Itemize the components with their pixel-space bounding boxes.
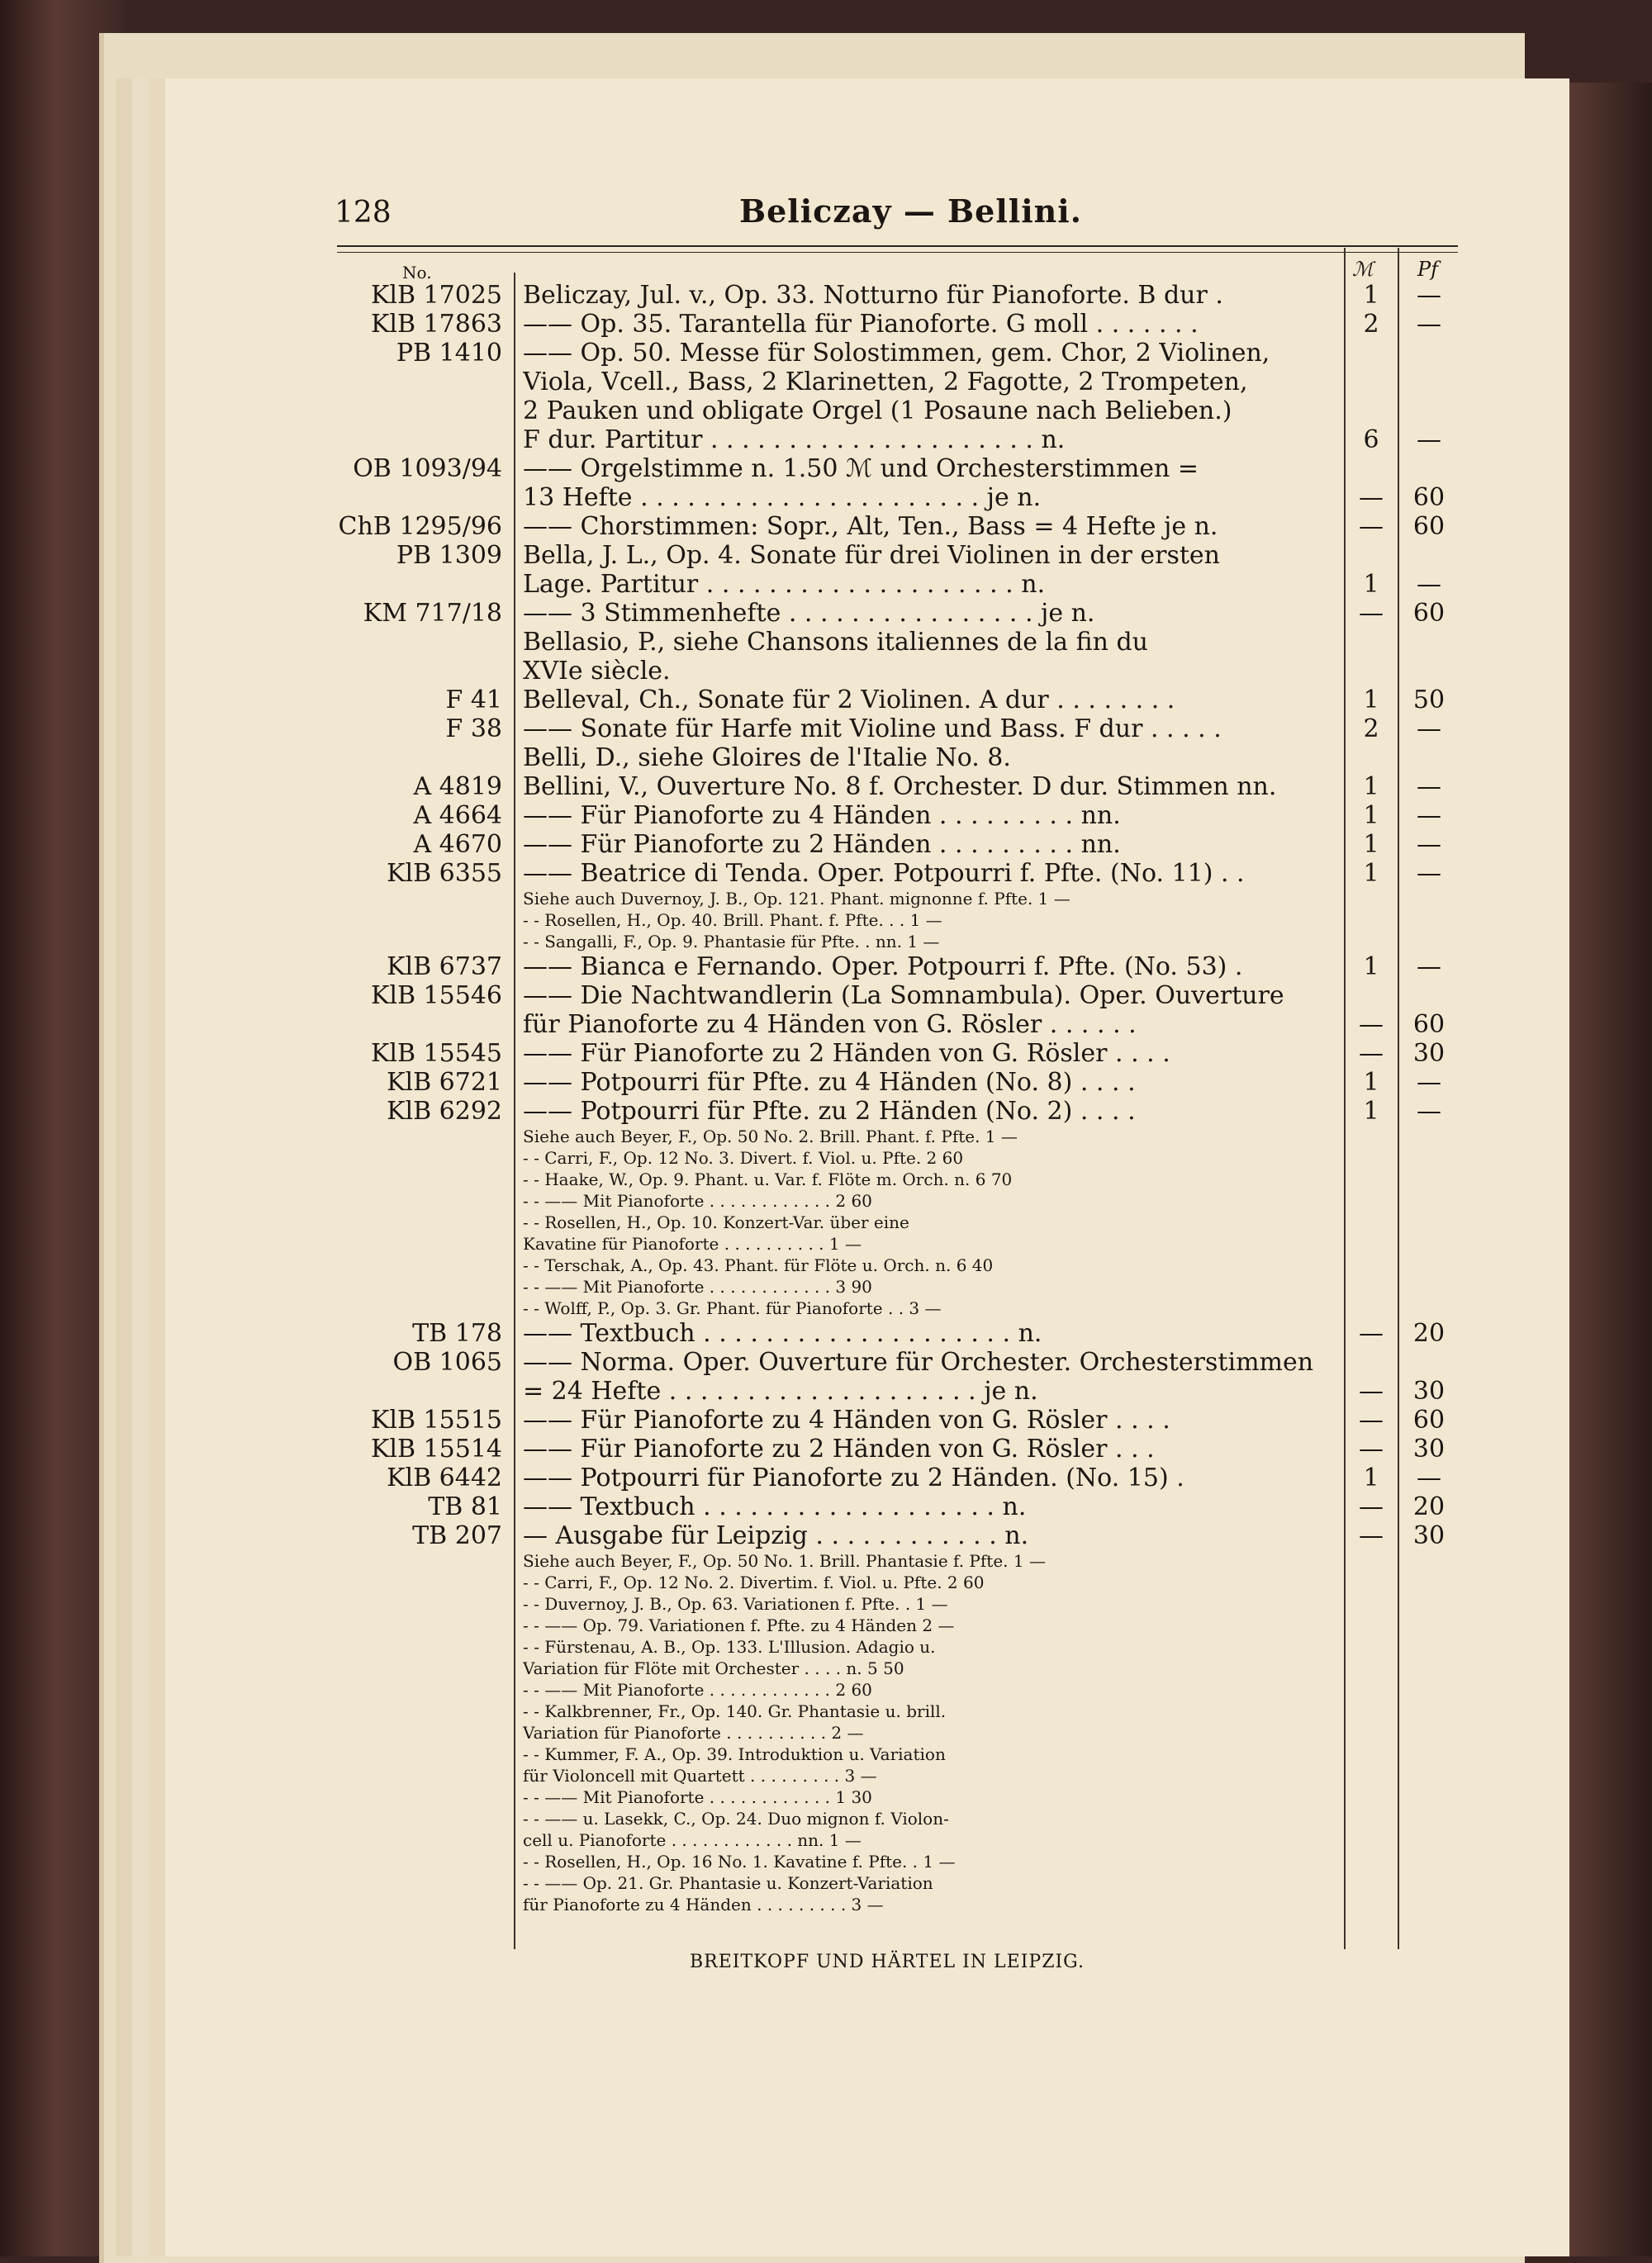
entry-line: Lage. Partitur . . . . . . . . . . . . . . . . . . . . n. [523, 570, 1046, 599]
entry-line: für Pianoforte zu 4 Händen von G. Rösler . . . . . . [523, 1010, 1137, 1039]
price-pfennig: 60 [1412, 483, 1446, 512]
catalog-number: A 4664 [413, 801, 502, 830]
price-mark: — [1359, 483, 1384, 512]
catalog-number: TB 207 [412, 1521, 502, 1550]
cross-reference-line: - - —— Mit Pianoforte . . . . . . . . . . . . 2 60 [523, 1680, 872, 1700]
cross-reference-line: Siehe auch Beyer, F., Op. 50 No. 1. Brill. Phantasie f. Pfte. 1 — [523, 1551, 1046, 1571]
cross-reference-line: - - —— Op. 79. Variationen f. Pfte. zu 4 Händen 2 — [523, 1615, 955, 1635]
price-mark: — [1359, 1039, 1384, 1068]
price-mark: — [1359, 1010, 1384, 1039]
price-mark: — [1359, 599, 1384, 628]
catalog-number: KlB 17025 [370, 281, 502, 310]
catalog-number: KlB 6721 [387, 1068, 502, 1097]
catalog-number: KlB 6442 [387, 1464, 502, 1492]
column-divider [514, 273, 515, 1949]
catalog-number: KlB 15515 [370, 1406, 502, 1435]
cross-reference-line: - - Carri, F., Op. 12 No. 2. Divertim. f. Viol. u. Pfte. 2 60 [523, 1573, 985, 1592]
cross-reference-line: - - —— Mit Pianoforte . . . . . . . . . . . . 3 90 [523, 1277, 872, 1297]
cross-reference-line: Kavatine für Pianoforte . . . . . . . . . . 1 — [523, 1234, 862, 1254]
entry-line: XVIe siècle. [523, 657, 671, 686]
price-pfennig: 60 [1412, 512, 1446, 541]
entry-line: —— Potpourri für Pianoforte zu 2 Händen. (No. 15) . [523, 1464, 1184, 1492]
catalog-number: OB 1065 [392, 1348, 502, 1377]
entry-line: —— Die Nachtwandlerin (La Somnambula). Oper. Ouverture [523, 981, 1284, 1010]
price-mark: — [1359, 1492, 1384, 1521]
catalog-number: TB 81 [428, 1492, 502, 1521]
price-mark: — [1359, 1377, 1384, 1406]
entry-line: Bellasio, P., siehe Chansons italiennes de la fin du [523, 628, 1148, 657]
catalog-number: A 4670 [413, 830, 502, 859]
catalog-number: PB 1410 [396, 339, 502, 368]
price-mark: 6 [1363, 425, 1379, 454]
entry-line: Bellini, V., Ouverture No. 8 f. Orchester. D dur. Stimmen nn. [523, 772, 1277, 801]
price-mark: — [1359, 1406, 1384, 1435]
catalog-number: KlB 6737 [387, 952, 502, 981]
entry-line: —— Textbuch . . . . . . . . . . . . . . . . . . . . n. [523, 1319, 1042, 1348]
catalog-number: KlB 6292 [387, 1097, 502, 1126]
price-pfennig: — [1417, 1097, 1441, 1126]
cross-reference-line: - - Rosellen, H., Op. 16 No. 1. Kavatine f. Pfte. . 1 — [523, 1852, 956, 1872]
cross-reference-line: Variation für Pianoforte . . . . . . . . . . 2 — [523, 1723, 864, 1743]
entry-line: — Ausgabe für Leipzig . . . . . . . . . . . . n. [523, 1521, 1029, 1550]
entry-line: —— Für Pianoforte zu 2 Händen . . . . . . . . . nn. [523, 830, 1121, 859]
price-pfennig: 30 [1412, 1521, 1446, 1550]
book-edge-right [1569, 83, 1652, 2256]
entry-line: 2 Pauken und obligate Orgel (1 Posaune nach Belieben.) [523, 396, 1232, 425]
entry-line: = 24 Hefte . . . . . . . . . . . . . . . . . . . . je n. [523, 1377, 1038, 1406]
price-mark: 1 [1363, 686, 1379, 714]
cross-reference-line: - - —— Op. 21. Gr. Phantasie u. Konzert-Variation [523, 1873, 933, 1893]
price-pfennig: — [1417, 570, 1441, 599]
price-pfennig: — [1417, 1464, 1441, 1492]
cross-reference-line: - - —— Mit Pianoforte . . . . . . . . . . . . 1 30 [523, 1787, 872, 1807]
cross-reference-line: - - Terschak, A., Op. 43. Phant. für Flöte u. Orch. n. 6 40 [523, 1255, 994, 1275]
cross-reference-line: - - Kalkbrenner, Fr., Op. 140. Gr. Phantasie u. brill. [523, 1701, 947, 1721]
entry-line: —— Für Pianoforte zu 4 Händen . . . . . . . . . nn. [523, 801, 1121, 830]
price-mark: — [1359, 512, 1384, 541]
price-mark: 1 [1363, 801, 1379, 830]
column-header-no: No. [402, 263, 432, 282]
cross-reference-line: - - Wolff, P., Op. 3. Gr. Phant. für Pianoforte . . 3 — [523, 1298, 942, 1318]
entry-line: —— Potpourri für Pfte. zu 2 Händen (No. 2) . . . . [523, 1097, 1136, 1126]
price-mark: 1 [1363, 1464, 1379, 1492]
cross-reference-line: - - Fürstenau, A. B., Op. 133. L'Illusion. Adagio u. [523, 1637, 936, 1657]
entry-line: —— Für Pianoforte zu 2 Händen von G. Rösler . . . . [523, 1039, 1170, 1068]
entry-line: Belleval, Ch., Sonate für 2 Violinen. A dur . . . . . . . . [523, 686, 1175, 714]
price-pfennig: — [1417, 830, 1441, 859]
entry-line: Viola, Vcell., Bass, 2 Klarinetten, 2 Fagotte, 2 Trompeten, [523, 368, 1248, 396]
price-pfennig: — [1417, 859, 1441, 888]
catalog-number: F 41 [445, 686, 502, 714]
entry-line: —— Beatrice di Tenda. Oper. Potpourri f. Pfte. (No. 11) . . [523, 859, 1245, 888]
price-pfennig: — [1417, 310, 1441, 339]
entry-line: —— Potpourri für Pfte. zu 4 Händen (No. 8) . . . . [523, 1068, 1136, 1097]
entry-line: 13 Hefte . . . . . . . . . . . . . . . . . . . . . . je n. [523, 483, 1042, 512]
catalog-number: KlB 6355 [387, 859, 502, 888]
entry-line: —— Op. 35. Tarantella für Pianoforte. G moll . . . . . . . [523, 310, 1199, 339]
price-mark: 1 [1363, 952, 1379, 981]
price-pfennig: 30 [1412, 1377, 1446, 1406]
cross-reference-line: - - Carri, F., Op. 12 No. 3. Divert. f. Viol. u. Pfte. 2 60 [523, 1148, 964, 1168]
page-footer: BREITKOPF UND HÄRTEL IN LEIPZIG. [690, 1952, 1085, 1972]
catalog-number: OB 1093/94 [353, 454, 502, 483]
column-divider [1398, 248, 1399, 1949]
price-pfennig: 20 [1412, 1319, 1446, 1348]
catalog-number: KlB 17863 [370, 310, 502, 339]
price-pfennig: — [1417, 714, 1441, 743]
price-mark: 2 [1363, 310, 1379, 339]
column-divider [1344, 248, 1346, 1949]
catalog-number: ChB 1295/96 [338, 512, 502, 541]
price-pfennig: 30 [1412, 1435, 1446, 1464]
cross-reference-line: Siehe auch Beyer, F., Op. 50 No. 2. Brill. Phant. f. Pfte. 1 — [523, 1127, 1018, 1146]
price-mark: 1 [1363, 1068, 1379, 1097]
price-pfennig: — [1417, 1068, 1441, 1097]
price-mark: — [1359, 1521, 1384, 1550]
entry-line: —— Op. 50. Messe für Solostimmen, gem. Chor, 2 Violinen, [523, 339, 1270, 368]
price-pfennig: 60 [1412, 1010, 1446, 1039]
cross-reference-line: für Violoncell mit Quartett . . . . . . . . . 3 — [523, 1766, 877, 1786]
entry-line: —— Für Pianoforte zu 4 Händen von G. Rösler . . . . [523, 1406, 1170, 1435]
cross-reference-line: Variation für Flöte mit Orchester . . . . n. 5 50 [523, 1658, 904, 1678]
price-pfennig: — [1417, 772, 1441, 801]
price-mark: 1 [1363, 830, 1379, 859]
entry-line: —— Orgelstimme n. 1.50 ℳ und Orchesterstimmen = [523, 454, 1199, 483]
price-pfennig: — [1417, 281, 1441, 310]
price-mark: 1 [1363, 281, 1379, 310]
cross-reference-line: - - Haake, W., Op. 9. Phant. u. Var. f. Flöte m. Orch. n. 6 70 [523, 1169, 1013, 1189]
catalog-number: F 38 [445, 714, 502, 743]
price-mark: 1 [1363, 859, 1379, 888]
price-mark: — [1359, 1319, 1384, 1348]
price-pfennig: 60 [1412, 599, 1446, 628]
cross-reference-line: cell u. Pianoforte . . . . . . . . . . . . nn. 1 — [523, 1830, 862, 1850]
price-mark: 1 [1363, 1097, 1379, 1126]
header-rule [337, 245, 1458, 247]
catalog-number: A 4819 [413, 772, 502, 801]
cross-reference-line: - - Rosellen, H., Op. 40. Brill. Phant. f. Pfte. . . 1 — [523, 910, 942, 930]
price-mark: 1 [1363, 772, 1379, 801]
price-pfennig: 50 [1412, 686, 1446, 714]
page-title: Beliczay — Bellini. [739, 192, 1082, 230]
cross-reference-line: - - —— Mit Pianoforte . . . . . . . . . . . . 2 60 [523, 1191, 872, 1211]
price-pfennig: — [1417, 952, 1441, 981]
price-mark: 2 [1363, 714, 1379, 743]
entry-line: —— Chorstimmen: Sopr., Alt, Ten., Bass = 4 Hefte je n. [523, 512, 1218, 541]
cross-reference-line: - - Sangalli, F., Op. 9. Phantasie für Pfte. . nn. 1 — [523, 932, 940, 951]
catalog-number: KlB 15546 [370, 981, 502, 1010]
entry-line: —— Norma. Oper. Ouverture für Orchester. Orchesterstimmen [523, 1348, 1314, 1377]
catalog-number: PB 1309 [396, 541, 502, 570]
column-header-mark: ℳ [1352, 258, 1374, 281]
cross-reference-line: - - Kummer, F. A., Op. 39. Introduktion u. Variation [523, 1744, 946, 1764]
price-pfennig: — [1417, 425, 1441, 454]
price-pfennig: — [1417, 801, 1441, 830]
entry-line: —— Sonate für Harfe mit Violine und Bass. F dur . . . . . [523, 714, 1222, 743]
price-pfennig: 20 [1412, 1492, 1446, 1521]
catalog-number: KlB 15545 [370, 1039, 502, 1068]
entry-line: Beliczay, Jul. v., Op. 33. Notturno für Pianoforte. B dur . [523, 281, 1223, 310]
entry-line: F dur. Partitur . . . . . . . . . . . . . . . . . . . . . n. [523, 425, 1066, 454]
cross-reference-line: - - Duvernoy, J. B., Op. 63. Variationen f. Pfte. . 1 — [523, 1594, 948, 1614]
catalog-number: TB 178 [412, 1319, 502, 1348]
cross-reference-line: - - Rosellen, H., Op. 10. Konzert-Var. über eine [523, 1212, 909, 1232]
cross-reference-line: Siehe auch Duvernoy, J. B., Op. 121. Phant. mignonne f. Pfte. 1 — [523, 889, 1070, 909]
price-pfennig: 30 [1412, 1039, 1446, 1068]
cross-reference-line: für Pianoforte zu 4 Händen . . . . . . . . . 3 — [523, 1895, 884, 1914]
entry-line: —— Für Pianoforte zu 2 Händen von G. Rösler . . . [523, 1435, 1155, 1464]
entry-line: —— 3 Stimmenhefte . . . . . . . . . . . . . . . . je n. [523, 599, 1095, 628]
cross-reference-line: - - —— u. Lasekk, C., Op. 24. Duo mignon f. Violon- [523, 1809, 949, 1829]
entry-line: —— Bianca e Fernando. Oper. Potpourri f. Pfte. (No. 53) . [523, 952, 1243, 981]
entry-line: Bella, J. L., Op. 4. Sonate für drei Violinen in der ersten [523, 541, 1220, 570]
page-number: 128 [335, 196, 392, 230]
column-header-pf: Pf [1417, 258, 1439, 281]
header-rule-thin [337, 252, 1458, 253]
catalog-number: KM 717/18 [363, 599, 502, 628]
price-pfennig: 60 [1412, 1406, 1446, 1435]
entry-line: Belli, D., siehe Gloires de l'Italie No. 8. [523, 743, 1011, 772]
price-mark: — [1359, 1435, 1384, 1464]
entry-line: —— Textbuch . . . . . . . . . . . . . . . . . . . n. [523, 1492, 1027, 1521]
price-mark: 1 [1363, 570, 1379, 599]
catalog-number: KlB 15514 [370, 1435, 502, 1464]
